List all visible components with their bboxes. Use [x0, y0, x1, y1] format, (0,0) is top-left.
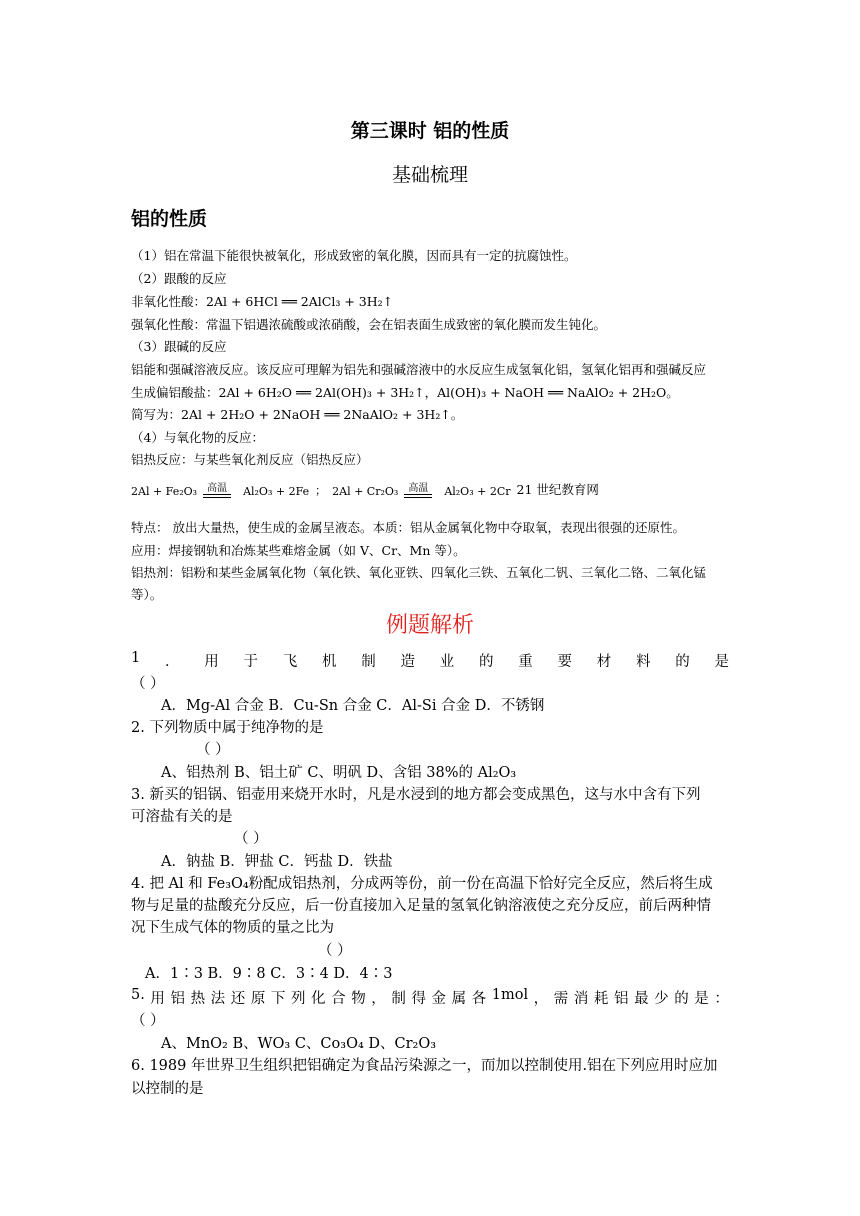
- stem-char: 得: [411, 991, 426, 1007]
- stem-char: 飞: [282, 654, 298, 670]
- stem-char: 各: [471, 991, 487, 1007]
- question-1-bracket: （ ）: [131, 676, 165, 692]
- stem-char: 5.: [131, 987, 145, 1003]
- note-line: 铝热剂：铝粉和某些金属氧化物（氧化铁、氧化亚铁、四氧化三铁、五氧化二钒、三氧化二铬、二氧化锰: [131, 565, 707, 580]
- note-line: 强氧化性酸：常温下铝遇浓硫酸或浓硝酸，会在铝表面生成致密的氧化膜而发生钝化。: [131, 317, 607, 332]
- question-6-line: 以控制的是: [131, 1081, 204, 1097]
- note-line: 特点： 放出大量热，使生成的金属呈液态。本质：铝从金属氧化物中夺取氧，表现出很强的还原性。: [131, 520, 685, 535]
- question-6-line: 6. 1989 年世界卫生组织把铝确定为食品污染源之一，而加以控制使用.铝在下列应用时应加: [131, 1058, 718, 1074]
- stem-char: 于: [243, 654, 258, 670]
- question-4-bracket: （ ）: [318, 943, 352, 959]
- question-2-options: A、铝热剂 B、铝土矿 C、明矾 D、含铝 38%的 Al₂O₃: [161, 765, 517, 781]
- question-2-bracket: （ ）: [196, 742, 230, 758]
- stem-char: 铝: [170, 991, 185, 1007]
- equation-part2-right: Al₂O₃ + 2Cr: [444, 485, 511, 498]
- stem-char: 下: [270, 991, 286, 1007]
- question-1-stem: [131, 650, 729, 671]
- stem-char: 化: [311, 991, 326, 1007]
- question-3-options: A．钠盐 B．钾盐 C．钙盐 D．铁盐: [161, 854, 393, 870]
- stem-char: ：: [714, 991, 729, 1007]
- equation-part1-left: 2Al + Fe₂O₃: [131, 485, 198, 498]
- question-3-bracket: （ ）: [234, 831, 268, 847]
- stem-char: 还: [230, 991, 246, 1007]
- stem-char: 法: [210, 991, 226, 1007]
- stem-char: 最: [634, 991, 649, 1007]
- question-4-line: 物与足量的盐酸充分反应，后一份直接加入足量的氢氧化钠溶液使之充分反应，前后两种情: [131, 898, 711, 914]
- question-4-options: A．1∶3 B．9∶8 C．3∶4 D．4∶3: [145, 966, 393, 982]
- equation-part2-left: 2Al + Cr₂O₃: [332, 485, 399, 498]
- stem-char: ，: [533, 991, 549, 1007]
- reaction-condition: [203, 483, 237, 498]
- stem-char: 合: [331, 991, 346, 1007]
- section-title: 铝的性质: [131, 208, 208, 230]
- stem-char: 材: [596, 654, 612, 670]
- equation-separator: ；: [315, 484, 327, 497]
- example-heading: 例题解析: [385, 613, 474, 638]
- question-4-line: 4. 把 Al 和 Fe₃O₄粉配成铝热剂，分成两等份，前一份在高温下恰好完全反应，然后将生成: [131, 876, 713, 892]
- stem-char: 用: [204, 654, 219, 670]
- stem-char: 制: [391, 991, 406, 1007]
- stem-char: 金: [431, 991, 447, 1007]
- double-bar-icon: [404, 494, 432, 498]
- question-3-line: 3. 新买的铝锅、铝壶用来烧开水时，凡是水浸到的地方都会变成黑色，这与水中含有下列: [131, 787, 701, 803]
- question-5-bracket: （ ）: [131, 1013, 165, 1029]
- note-line: 铝热反应：与某些氧化剂反应（铝热反应）: [131, 452, 369, 467]
- stem-char: 机: [321, 654, 337, 670]
- stem-char: 原: [250, 991, 266, 1007]
- stem-char: 少: [654, 991, 669, 1007]
- note-line: （1）铝在常温下能很快被氧化，形成致密的氧化膜，因而具有一定的抗腐蚀性。: [131, 248, 577, 263]
- stem-char: 是: [714, 654, 729, 670]
- note-line: 简写为：2Al + 2H₂O + 2NaOH ══ 2NaAlO₂ + 3H₂↑。: [131, 407, 464, 422]
- stem-char: 的: [478, 654, 494, 670]
- stem-char: 造: [400, 654, 415, 670]
- stem-char: 属: [451, 991, 467, 1007]
- stem-char: 制: [361, 654, 376, 670]
- equation-part1-right: Al₂O₃ + 2Fe: [243, 485, 310, 498]
- condition-label: 高温: [408, 483, 429, 494]
- note-line: 铝能和强碱溶液反应。该反应可理解为铝先和强碱溶液中的水反应生成氢氧化铝，氢氧化铝再和强碱反应: [131, 362, 707, 377]
- reaction-condition: [404, 483, 438, 498]
- double-bar-icon: [203, 494, 231, 498]
- stem-char: 1mol: [491, 987, 529, 1003]
- note-line: （4）与氧化物的反应：: [131, 430, 264, 445]
- question-4-line: 况下生成气体的物质的量之比为: [131, 920, 334, 936]
- stem-char: 业: [439, 654, 455, 670]
- question-1-options: A．Mg-Al 合金 B．Cu-Sn 合金 C．Al-Si 合金 D．不锈钢: [161, 698, 545, 714]
- stem-char: 铝: [613, 991, 629, 1007]
- stem-char: 料: [635, 654, 651, 670]
- stem-char: 列: [290, 991, 306, 1007]
- stem-char: 的: [675, 654, 690, 670]
- stem-char: 耗: [593, 991, 609, 1007]
- note-line: 等）。: [131, 587, 163, 602]
- stem-char: 的: [674, 991, 689, 1007]
- question-2-stem: 2. 下列物质中属于纯净物的是: [131, 720, 324, 736]
- thermite-equation: [131, 480, 605, 498]
- page-subtitle: 基础梳理: [391, 164, 468, 186]
- note-line: 非氧化性酸：2Al + 6HCl ══ 2AlCl₃ + 3H₂↑: [131, 294, 394, 309]
- stem-char: 是: [694, 991, 709, 1007]
- note-line: 应用：焊接钢轨和冶炼某些难熔金属（如 V、Cr、Mn 等）。: [131, 543, 466, 558]
- stem-char: 重: [518, 654, 533, 670]
- condition-label: 高温: [207, 483, 228, 494]
- stem-char: 消: [573, 991, 589, 1007]
- stem-char: 1: [131, 650, 141, 666]
- question-5-stem: [131, 987, 729, 1008]
- stem-char: ，: [371, 991, 386, 1007]
- stem-char: ．: [164, 654, 180, 670]
- stem-char: 用: [150, 991, 165, 1007]
- stem-char: 需: [553, 991, 569, 1007]
- question-3-line: 可溶盐有关的是: [131, 809, 233, 825]
- note-line: （2）跟酸的反应: [131, 271, 227, 286]
- page-title: 第三课时 铝的性质: [350, 120, 510, 142]
- note-line: 生成偏铝酸盐：2Al + 6H₂O ══ 2Al(OH)₃ + 3H₂↑，Al(OH)₃ + NaOH ══ NaAlO₂ + 2H₂O。: [131, 385, 679, 400]
- stem-char: 要: [557, 654, 572, 670]
- question-5-options: A、MnO₂ B、WO₃ C、Co₃O₄ D、Cr₂O₃: [161, 1036, 437, 1052]
- stem-char: 热: [190, 991, 206, 1007]
- stem-char: 物: [351, 991, 366, 1007]
- note-line: （3）跟碱的反应: [131, 339, 227, 354]
- watermark-text: 21 世纪教育网: [516, 482, 599, 497]
